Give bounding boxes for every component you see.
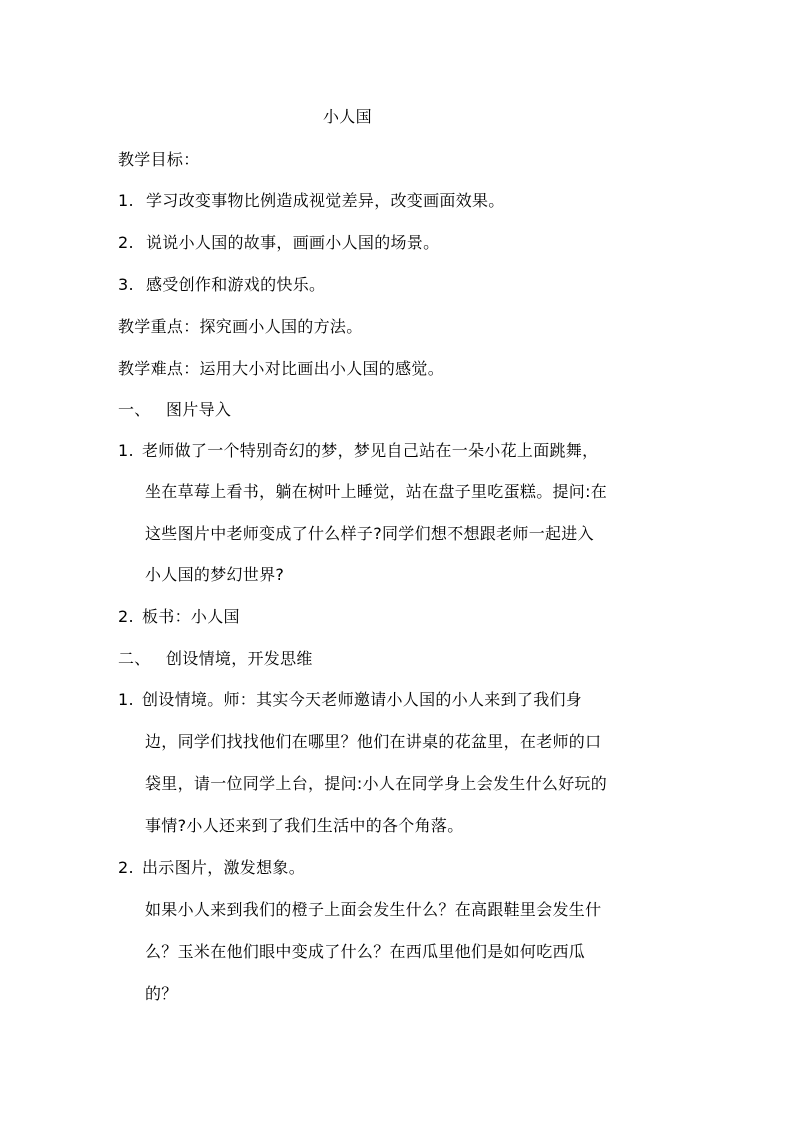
section2-item-1-line-2: 边，同学们找找他们在哪里？他们在讲桌的花盆里，在老师的口 <box>145 732 602 751</box>
item-number: 2. <box>118 607 134 626</box>
item-text: 创设情境。师：其实今天老师邀请小人国的小人来到了我们身 <box>142 690 583 709</box>
objective-item-1 <box>118 191 505 211</box>
objectives-heading: 教学目标： <box>118 150 200 169</box>
section2-item-2-line-2: 如果小人来到我们的橙子上面会发生什么？在高跟鞋里会发生什 <box>145 900 602 919</box>
section2-item-1-line-1 <box>118 690 582 710</box>
section1-item-1-line-4: 小人国的梦幻世界? <box>145 565 285 584</box>
section1-item-1-line-1 <box>118 441 598 461</box>
item-text: 板书：小人国 <box>142 607 240 626</box>
section-title: 图片导入 <box>166 400 232 419</box>
section-title: 创设情境，开发思维 <box>166 649 313 668</box>
item-number: 3. <box>118 275 134 294</box>
section2-item-2-line-1 <box>118 858 305 878</box>
section2-item-2-line-4: 的？ <box>145 984 178 1003</box>
section2-item-1-line-4: 事情?小人还来到了我们生活中的各个角落。 <box>145 816 464 835</box>
section-heading-1 <box>118 400 231 420</box>
section1-item-1-line-2: 坐在草莓上看书，躺在树叶上睡觉，站在盘子里吃蛋糕。提问:在 <box>145 482 608 501</box>
item-text: 说说小人国的故事，画画小人国的场景。 <box>146 233 440 252</box>
section1-item-2 <box>118 607 240 627</box>
section2-item-1-line-3: 袋里，请一位同学上台，提问:小人在同学身上会发生什么好玩的 <box>145 774 608 793</box>
document-title: 小人国 <box>323 107 372 126</box>
section-number: 二、 <box>118 649 151 668</box>
difficulty-point: 教学难点：运用大小对比画出小人国的感觉。 <box>118 359 445 378</box>
item-text: 老师做了一个特别奇幻的梦，梦见自己站在一朵小花上面跳舞， <box>142 441 599 460</box>
section2-item-2-line-3: 么？玉米在他们眼中变成了什么？在西瓜里他们是如何吃西瓜 <box>145 942 586 961</box>
item-number: 1. <box>118 690 134 709</box>
section1-item-1-line-3: 这些图片中老师变成了什么样子?同学们想不想跟老师一起进入 <box>145 524 594 543</box>
key-point: 教学重点：探究画小人国的方法。 <box>118 317 363 336</box>
item-number: 2. <box>118 858 134 877</box>
item-number: 2. <box>118 233 134 252</box>
objective-item-2 <box>118 233 439 253</box>
objective-item-3 <box>118 275 325 295</box>
item-text: 学习改变事物比例造成视觉差异，改变画面效果。 <box>146 191 505 210</box>
item-number: 1. <box>118 191 134 210</box>
item-text: 感受创作和游戏的快乐。 <box>146 275 326 294</box>
item-text: 出示图片，激发想象。 <box>142 858 306 877</box>
item-number: 1. <box>118 441 134 460</box>
section-number: 一、 <box>118 400 151 419</box>
section-heading-2 <box>118 649 313 669</box>
